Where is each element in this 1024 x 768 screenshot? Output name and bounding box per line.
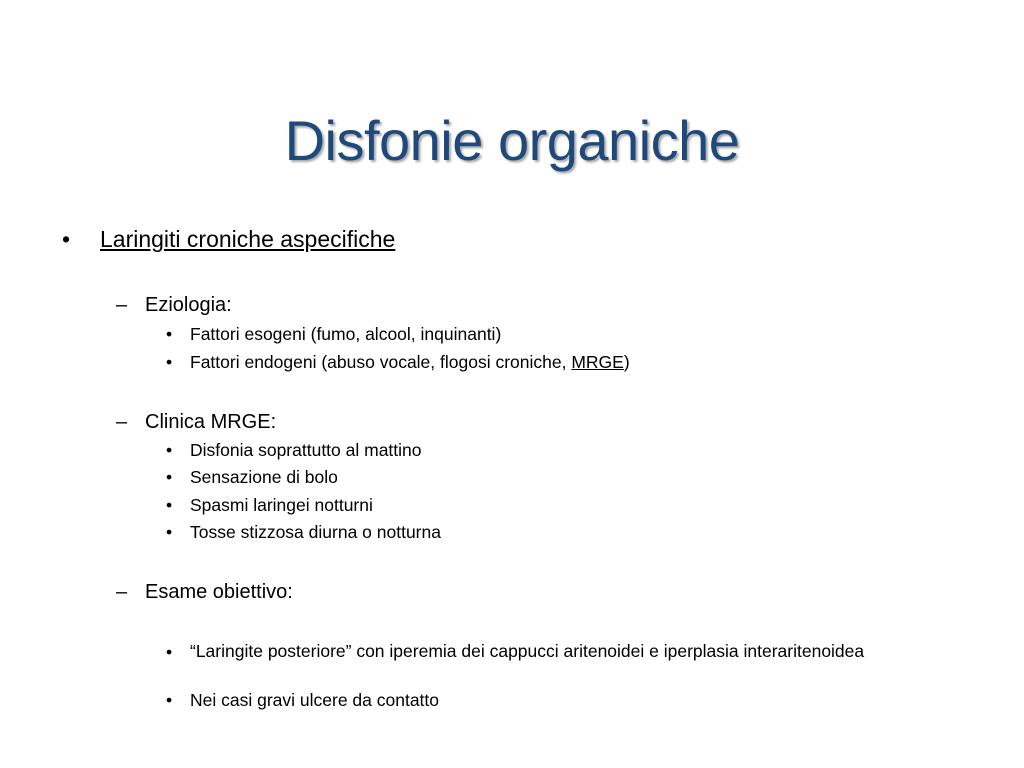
bullet-marker: • bbox=[62, 226, 71, 252]
list-item-text: “Laringite posteriore” con iperemia dei cappucci aritenoidei e iperplasia interaritenoidea bbox=[190, 641, 865, 661]
bullet-marker: • bbox=[166, 352, 173, 372]
list-item-text: Fattori esogeni (fumo, alcool, inquinanti) bbox=[190, 324, 502, 344]
bullet-marker: • bbox=[166, 324, 173, 344]
bullet-marker: • bbox=[166, 690, 173, 710]
bullet-marker: • bbox=[166, 642, 173, 662]
bullet-marker: • bbox=[166, 522, 173, 542]
bullet-marker: • bbox=[166, 495, 173, 515]
list-item-text: Tosse stizzosa diurna o notturna bbox=[190, 522, 441, 542]
sub-bullet-eziologia-label: Eziologia: bbox=[145, 294, 232, 316]
dash-marker: – bbox=[116, 411, 128, 433]
list-item-text: Nei casi gravi ulcere da contatto bbox=[190, 690, 440, 710]
bullet-marker: • bbox=[166, 440, 173, 460]
list-item-text: Disfonia soprattutto al mattino bbox=[190, 440, 422, 460]
list-item-text: Fattori endogeni (abuso vocale, flogosi croniche, bbox=[190, 352, 572, 372]
mrge-underlined-term: MRGE bbox=[571, 352, 624, 372]
sub-bullet-clinica-label: Clinica MRGE: bbox=[145, 411, 277, 433]
dash-marker: – bbox=[116, 581, 128, 603]
list-item-text: Sensazione di bolo bbox=[190, 467, 338, 487]
sub-bullet-esame-label: Esame obiettivo: bbox=[145, 581, 293, 603]
bullet-marker: • bbox=[166, 467, 173, 487]
list-item-suffix: ) bbox=[623, 352, 630, 372]
list-item-text: Spasmi laringei notturni bbox=[190, 495, 373, 515]
dash-marker: – bbox=[116, 294, 128, 316]
bullet-laringiti-text: Laringiti croniche aspecifiche bbox=[100, 226, 396, 252]
slide-title: Disfonie organiche bbox=[284, 109, 740, 172]
